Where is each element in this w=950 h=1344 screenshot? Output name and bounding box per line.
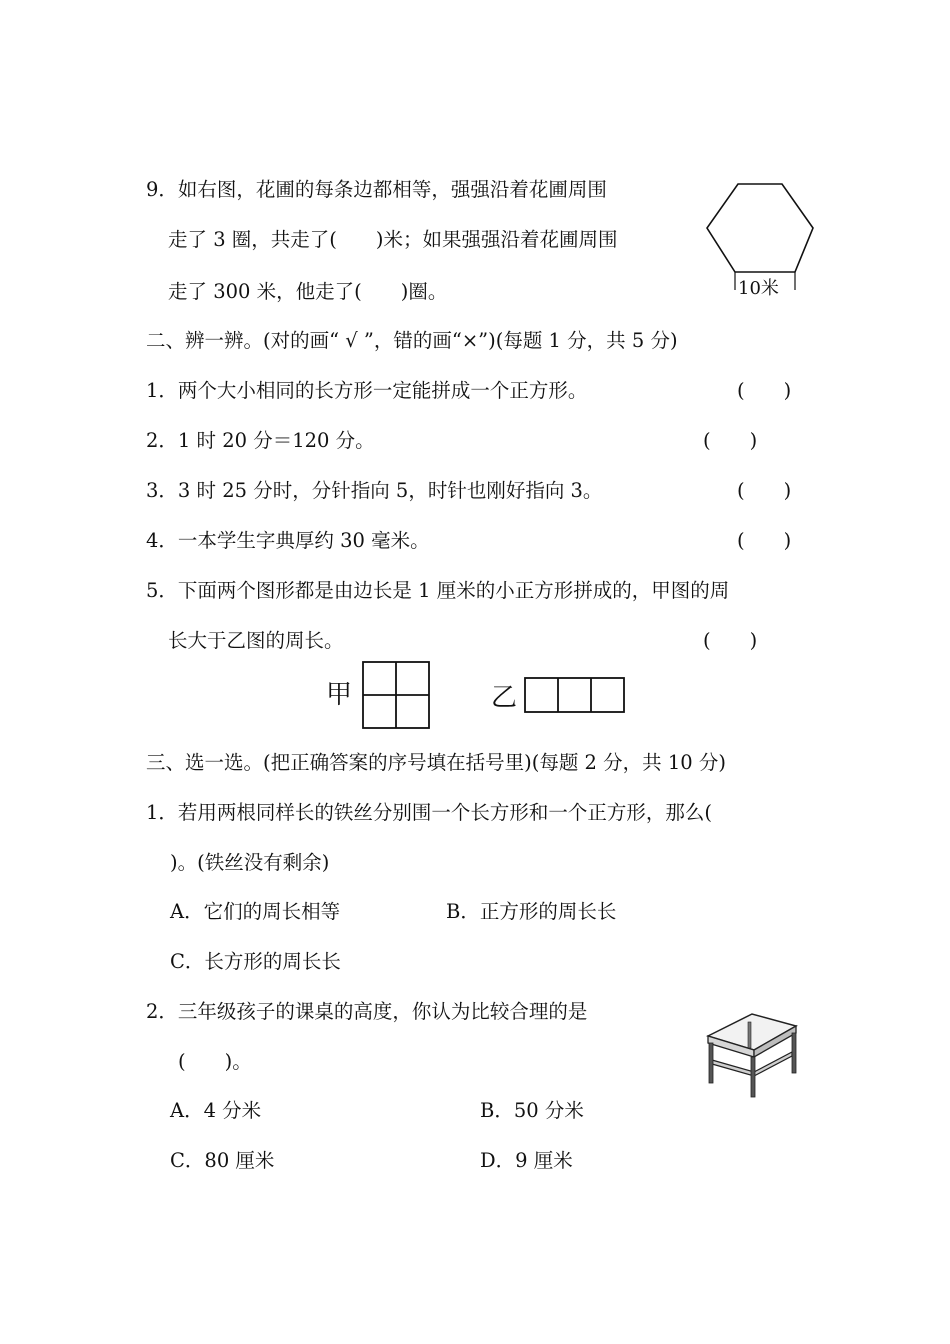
desk-leg-front-right (751, 1057, 755, 1097)
s3-q1-line-2: )。(铁丝没有剩余) (170, 851, 330, 874)
desk-leg-back-right (792, 1033, 796, 1073)
s2-item-5-answer[interactable]: ( ) (703, 629, 758, 652)
s3-q2-option-c[interactable]: C．80 厘米 (170, 1149, 275, 1172)
s3-q2-option-b[interactable]: B．50 分米 (480, 1099, 584, 1122)
section-3-heading: 三、选一选。(把正确答案的序号填在括号里)(每题 2 分，共 10 分) (146, 751, 726, 774)
s2-item-4: 4．一本学生字典厚约 30 毫米。 (146, 529, 430, 552)
s3-q2-option-a[interactable]: A．4 分米 (170, 1099, 262, 1122)
q9-line-3: 走了 300 米，他走了( )圈。 (168, 280, 448, 303)
q9-line-2: 走了 3 圈，共走了( )米；如果强强沿着花圃周围 (168, 228, 618, 251)
desk-leg-back-left (748, 1022, 751, 1048)
hexagon-side-label: 10米 (738, 278, 779, 299)
figure-yi-strip (524, 677, 626, 717)
s3-q2-line-1: 2．三年级孩子的课桌的高度，你认为比较合理的是 (146, 1000, 588, 1023)
hexagon-shape (707, 184, 813, 272)
s2-item-5-line-2: 长大于乙图的周长。 (168, 629, 344, 652)
figure-yi-label: 乙 (491, 683, 518, 713)
s3-q1-option-c[interactable]: C．长方形的周长长 (170, 950, 341, 973)
desk-leg-front-left (709, 1043, 713, 1083)
s2-item-2: 2．1 时 20 分＝120 分。 (146, 429, 375, 452)
q9-line-1: 9．如右图，花圃的每条边都相等，强强沿着花圃周围 (146, 178, 607, 201)
school-desk-illustration (700, 1008, 810, 1108)
section-2-heading: 二、辨一辨。(对的画“ √ ”，错的画“×”)(每题 1 分，共 5 分) (146, 329, 678, 352)
s2-item-1-answer[interactable]: ( ) (737, 379, 792, 402)
s3-q2-line-2: ( )。 (178, 1050, 252, 1073)
s2-item-1: 1．两个大小相同的长方形一定能拼成一个正方形。 (146, 379, 588, 402)
s2-item-2-answer[interactable]: ( ) (703, 429, 758, 452)
s2-item-5-line-1: 5．下面两个图形都是由边长是 1 厘米的小正方形拼成的，甲图的周 (146, 579, 730, 602)
s3-q1-line-1: 1．若用两根同样长的铁丝分别围一个长方形和一个正方形，那么( (146, 801, 713, 824)
figure-jia-grid (362, 661, 432, 731)
figure-jia-label: 甲 (326, 680, 353, 710)
s2-item-4-answer[interactable]: ( ) (737, 529, 792, 552)
yi-outline (525, 678, 624, 712)
s3-q1-option-b[interactable]: B．正方形的周长长 (446, 900, 617, 923)
s2-item-3-answer[interactable]: ( ) (737, 479, 792, 502)
s2-item-3: 3．3 时 25 分时，分针指向 5，时针也刚好指向 3。 (146, 479, 603, 502)
s3-q2-option-d[interactable]: D．9 厘米 (480, 1149, 573, 1172)
s3-q1-option-a[interactable]: A．它们的周长相等 (170, 900, 341, 923)
